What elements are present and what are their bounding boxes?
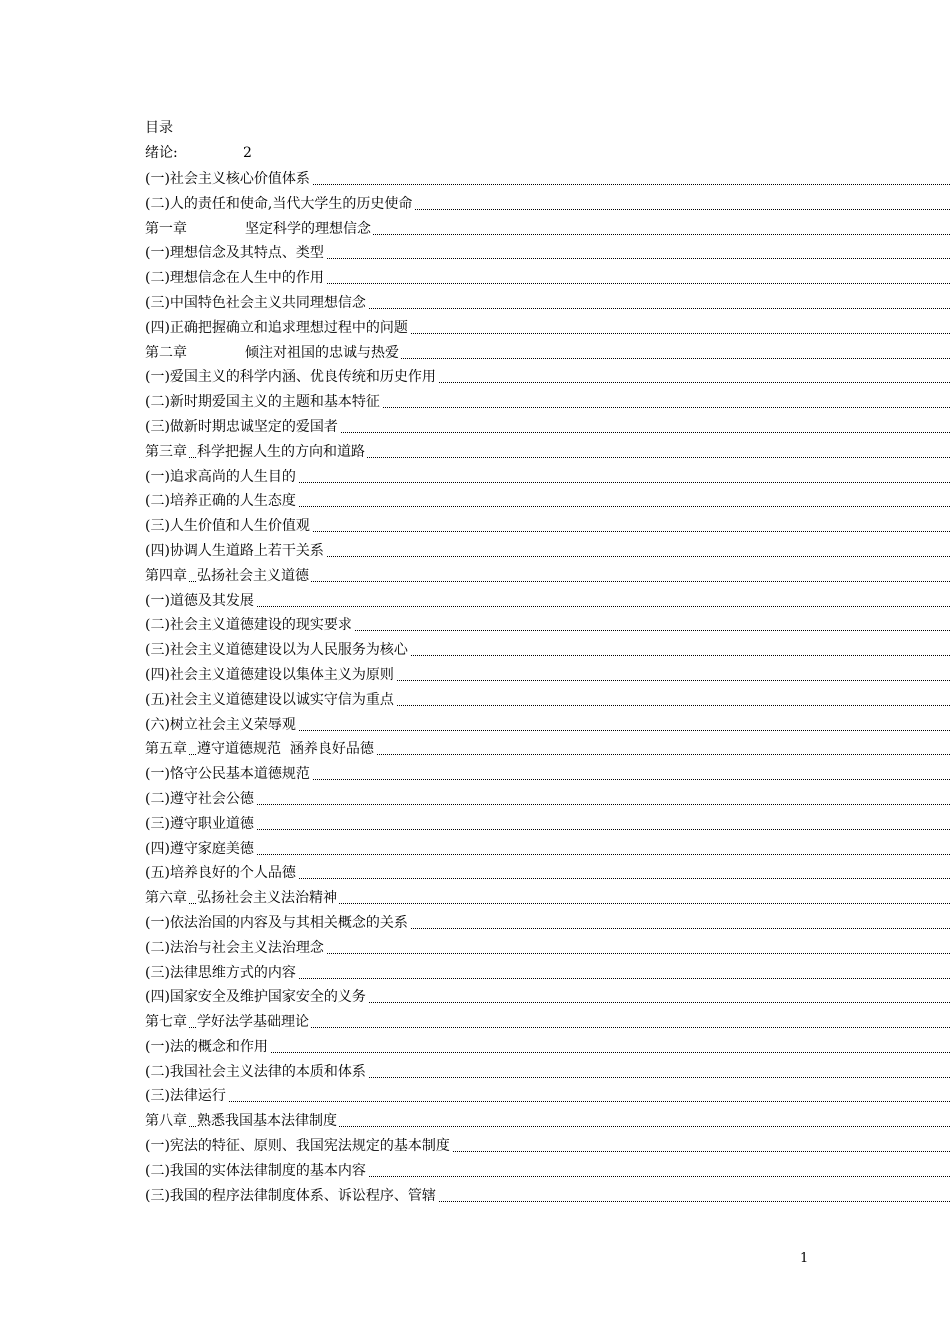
dot-leader (153, 794, 950, 805)
toc-section-entry[interactable] (145, 465, 950, 490)
section-title: (三)社会主义道德建设以为人民服务为核心 (145, 642, 408, 659)
section-title: (六)树立社会主义荣辱观 (145, 716, 296, 733)
toc-heading: 目录 (145, 120, 173, 136)
intro-page-number: 2 (243, 145, 252, 161)
toc-section-entry[interactable] (145, 985, 950, 1010)
chapter-title: 倾注对祖国的忠诚与热爱 (245, 344, 399, 361)
chapter-title: 学好法学基础理论 (197, 1014, 309, 1031)
toc-section-entry[interactable] (145, 1060, 950, 1085)
section-title: (四)国家安全及维护国家安全的义务 (145, 989, 366, 1006)
section-title: (五)培养良好的个人品德 (145, 865, 296, 882)
toc-section-entry[interactable] (145, 713, 950, 738)
toc-section-entry[interactable] (145, 911, 950, 936)
toc-section-entry[interactable] (145, 415, 950, 440)
section-title: (一)恪守公民基本道德规范 (145, 766, 310, 783)
toc-section-entry[interactable] (145, 762, 950, 787)
toc-chapter-entry[interactable] (145, 564, 950, 589)
toc-section-entry[interactable] (145, 365, 950, 390)
toc-section-entry[interactable] (145, 638, 950, 663)
toc-intro-entry[interactable] (145, 143, 252, 163)
toc-section-entry[interactable] (145, 1184, 950, 1209)
chapter-title: 坚定科学的理想信念 (245, 220, 371, 237)
section-title: (一)爱国主义的科学内涵、优良传统和历史作用 (145, 369, 436, 386)
toc-chapter-entry[interactable] (145, 1010, 950, 1035)
section-title: (二)遵守社会公德 (145, 790, 254, 807)
section-title: (四)社会主义道德建设以集体主义为原则 (145, 666, 394, 683)
dot-leader (145, 596, 950, 607)
chapter-number: 第七章 (145, 1010, 189, 1035)
dot-leader (153, 844, 950, 855)
section-title: (一)依法治国的内容及与其相关概念的关系 (145, 914, 408, 931)
chapter-number: 第四章 (145, 564, 189, 589)
chapter-title: 弘扬社会主义道德 (197, 567, 309, 584)
toc-section-entry[interactable] (145, 539, 950, 564)
toc-section-entry[interactable] (145, 167, 950, 192)
section-title: (二)新时期爱国主义的主题和基本特征 (145, 394, 380, 411)
toc-section-entry[interactable] (145, 1084, 950, 1109)
dot-leader (158, 1042, 950, 1053)
chapter-number: 第一章 (145, 217, 245, 242)
section-title: (五)社会主义道德建设以诚实守信为重点 (145, 691, 394, 708)
toc-section-entry[interactable] (145, 266, 950, 291)
toc-section-entry[interactable] (145, 241, 950, 266)
chapter-number: 第二章 (145, 341, 245, 366)
toc-chapter-entry[interactable] (145, 737, 950, 762)
toc-section-entry[interactable] (145, 961, 950, 986)
toc-section-entry[interactable] (145, 1159, 950, 1184)
toc-section-entry[interactable] (145, 861, 950, 886)
section-title: (一)宪法的特征、原则、我国宪法规定的基本制度 (145, 1138, 450, 1155)
chapter-number: 第六章 (145, 886, 189, 911)
toc-section-entry[interactable] (145, 688, 950, 713)
chapter-title: 科学把握人生的方向和道路 (197, 443, 365, 460)
section-title: (三)遵守职业道德 (145, 815, 254, 832)
section-title: (三)人生价值和人生价值观 (145, 518, 310, 535)
chapter-number: 第三章 (145, 440, 189, 465)
section-title: (三)中国特色社会主义共同理想信念 (145, 294, 366, 311)
section-title: (二)我国的实体法律制度的基本内容 (145, 1162, 366, 1179)
page-number: 1 (800, 1251, 809, 1266)
dot-leader (153, 1091, 950, 1102)
section-title: (一)追求高尚的人生目的 (145, 468, 296, 485)
intro-label: 绪论: (145, 145, 178, 161)
section-title: (一)理想信念及其特点、类型 (145, 245, 324, 262)
chapter-title: 遵守道德规范 涵养良好品德 (197, 741, 374, 758)
section-title: (三)做新时期忠诚坚定的爱国者 (145, 418, 338, 435)
toc-section-entry[interactable] (145, 316, 950, 341)
section-title: (四)遵守家庭美德 (145, 840, 254, 857)
section-title: (一)法的概念和作用 (145, 1038, 268, 1055)
toc-section-entry[interactable] (145, 514, 950, 539)
section-title: (四)协调人生道路上若干关系 (145, 542, 324, 559)
chapter-number: 第八章 (145, 1109, 189, 1134)
toc-section-entry[interactable] (145, 812, 950, 837)
chapter-title: 熟悉我国基本法律制度 (197, 1113, 337, 1130)
toc-chapter-entry[interactable] (145, 217, 950, 242)
toc-list (145, 167, 950, 1208)
toc-section-entry[interactable] (145, 663, 950, 688)
toc-chapter-entry[interactable] (145, 886, 950, 911)
toc-section-entry[interactable] (145, 489, 950, 514)
section-title: (二)培养正确的人生态度 (145, 493, 296, 510)
section-title: (二)我国社会主义法律的本质和体系 (145, 1063, 366, 1080)
section-title: (二)人的责任和使命,当代大学生的历史使命 (145, 195, 413, 212)
toc-section-entry[interactable] (145, 589, 950, 614)
toc-section-entry[interactable] (145, 390, 950, 415)
toc-chapter-entry[interactable] (145, 341, 950, 366)
toc-section-entry[interactable] (145, 936, 950, 961)
toc-section-entry[interactable] (145, 613, 950, 638)
dot-leader (153, 819, 950, 830)
chapter-number: 第五章 (145, 737, 189, 762)
toc-chapter-entry[interactable] (145, 1109, 950, 1134)
section-title: (二)理想信念在人生中的作用 (145, 270, 324, 287)
section-title: (三)法律思维方式的内容 (145, 964, 296, 981)
toc-section-entry[interactable] (145, 1134, 950, 1159)
section-title: (一)社会主义核心价值体系 (145, 171, 310, 187)
section-title: (二)法治与社会主义法治理念 (145, 939, 324, 956)
toc-chapter-entry[interactable] (145, 440, 950, 465)
toc-section-entry[interactable] (145, 837, 950, 862)
toc-section-entry[interactable] (145, 1035, 950, 1060)
toc-section-entry[interactable] (145, 787, 950, 812)
section-title: (一)道德及其发展 (145, 592, 254, 609)
toc-section-entry[interactable] (145, 291, 950, 316)
section-title: (三)我国的程序法律制度体系、诉讼程序、管辖 (145, 1187, 436, 1204)
chapter-title: 弘扬社会主义法治精神 (197, 890, 337, 907)
toc-section-entry[interactable] (145, 192, 950, 217)
section-title: (四)正确把握确立和追求理想过程中的问题 (145, 319, 408, 336)
section-title: (三)法律运行 (145, 1088, 226, 1105)
section-title: (二)社会主义道德建设的现实要求 (145, 617, 352, 634)
